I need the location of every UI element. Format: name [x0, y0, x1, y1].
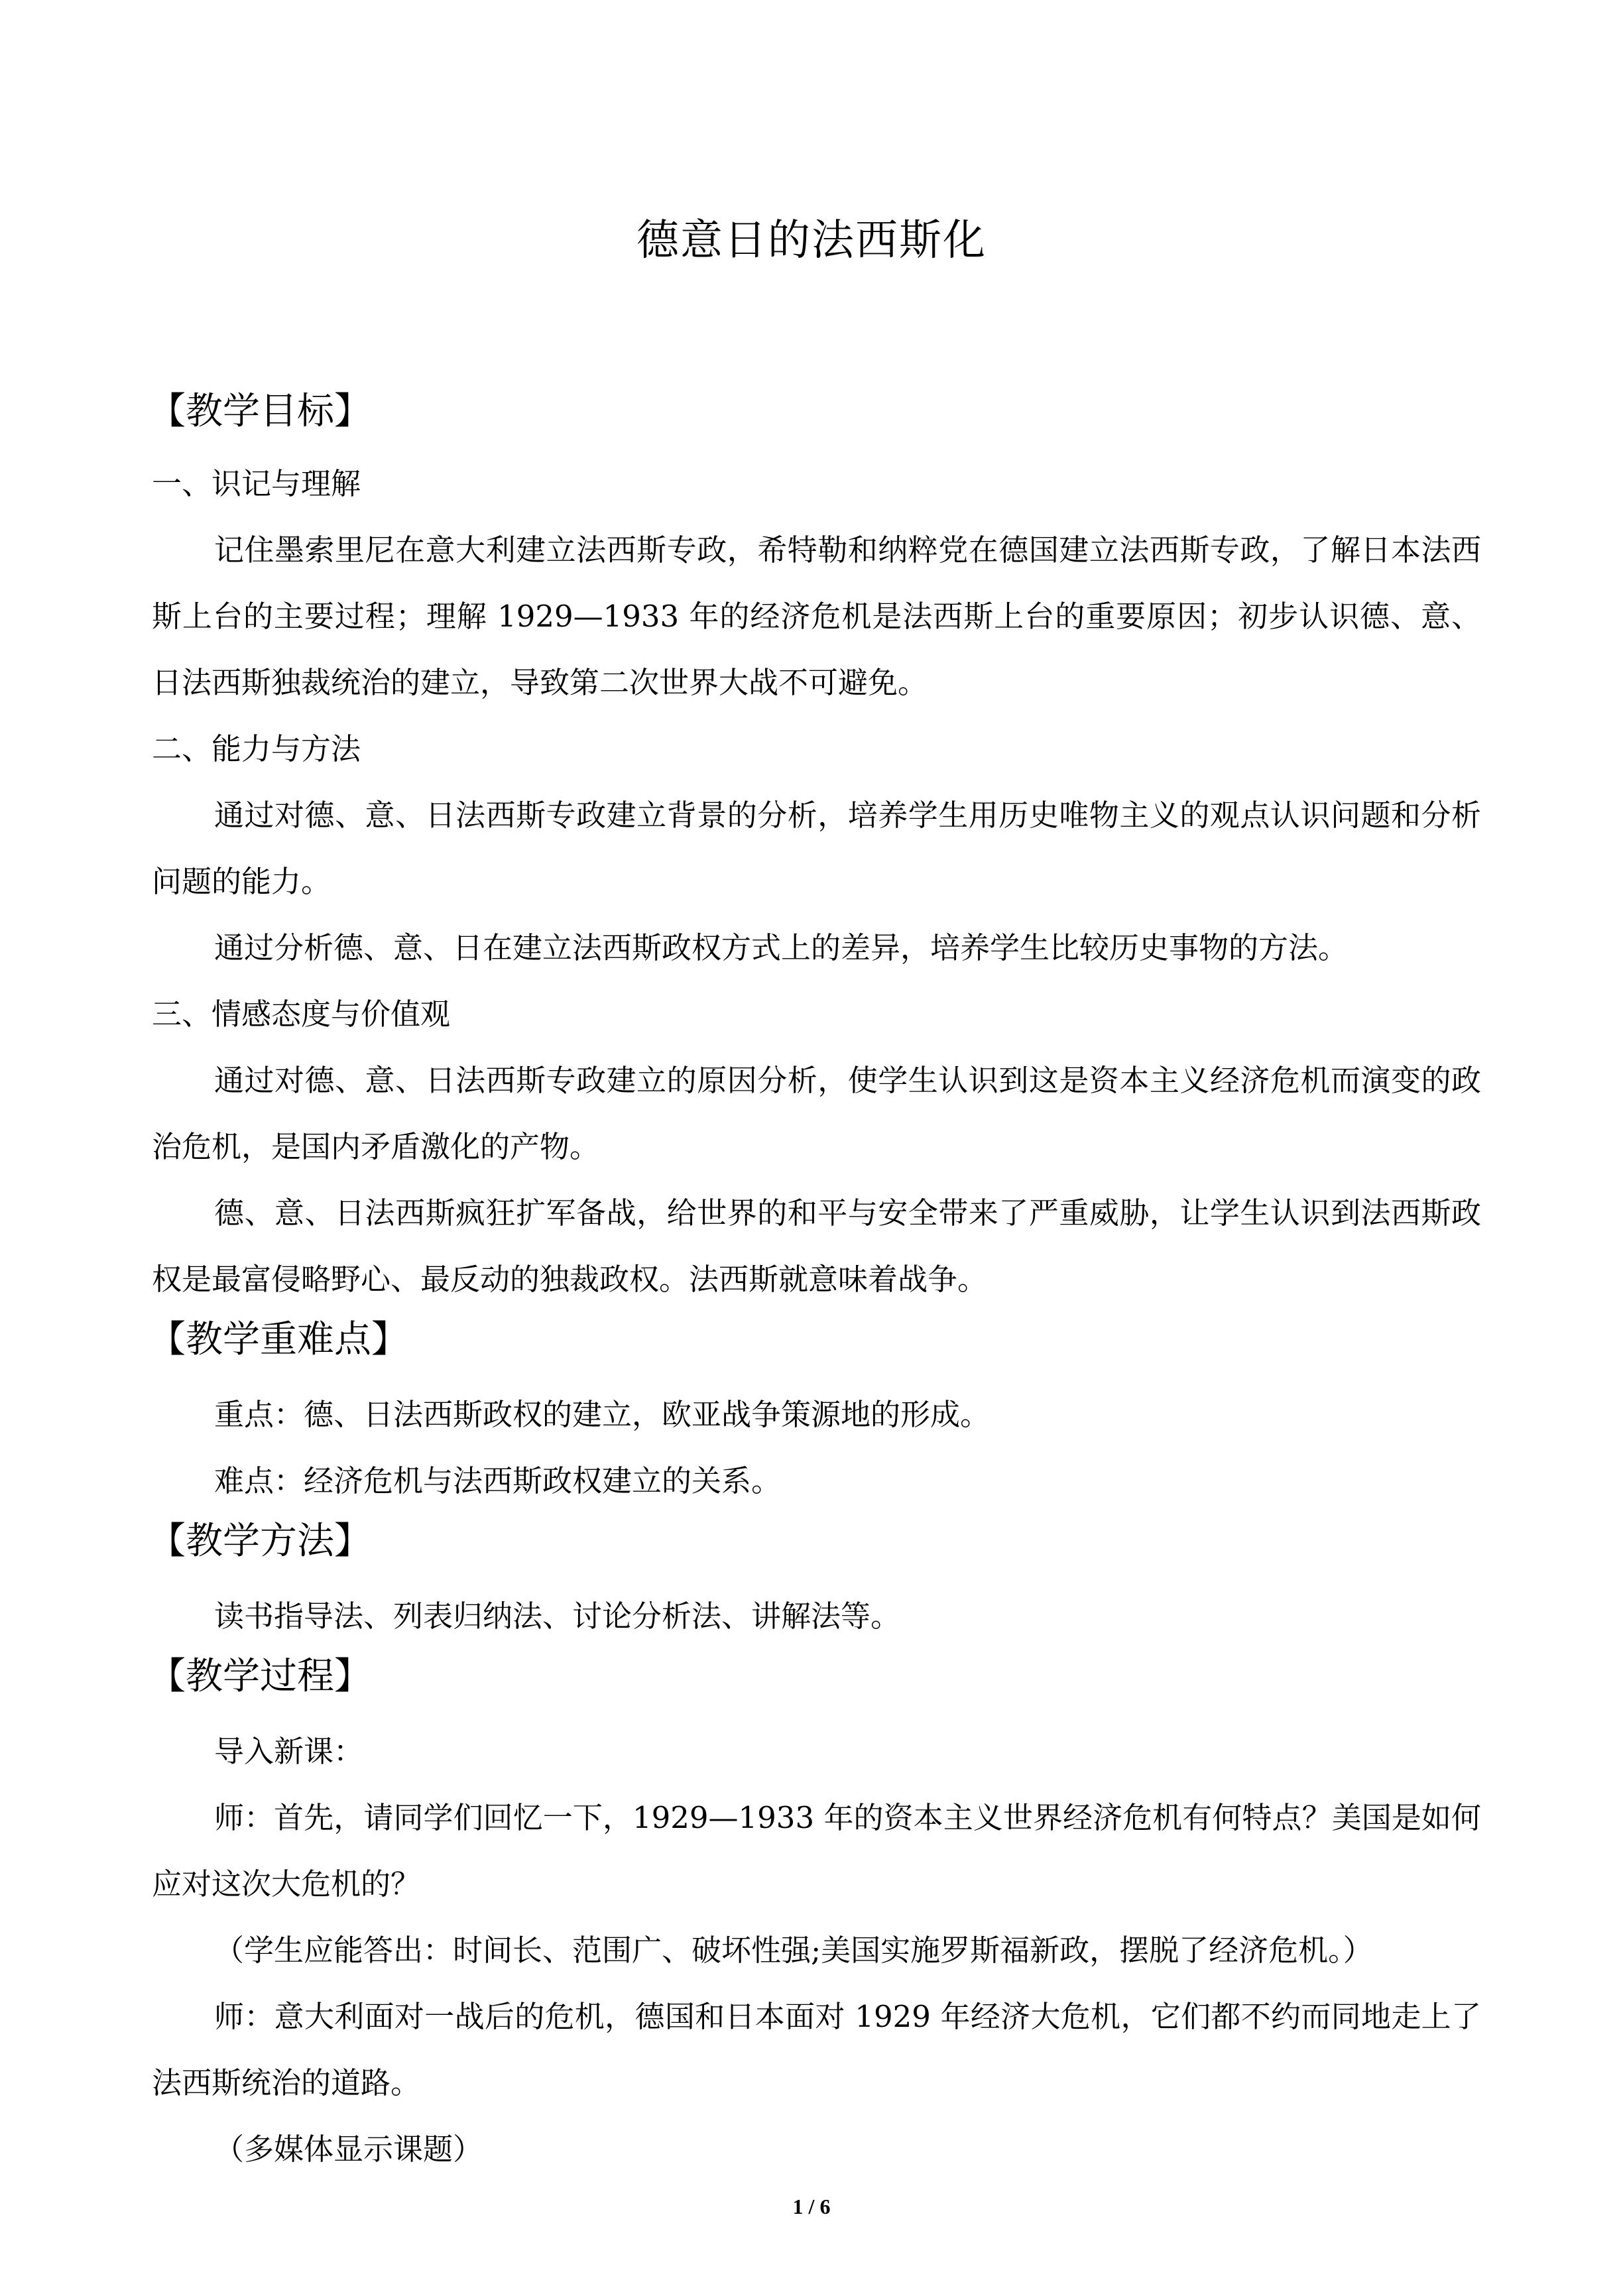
section-heading-objectives: 【教学目标】: [149, 390, 371, 433]
section-heading-process: 【教学过程】: [149, 1655, 371, 1698]
paragraph: 通过对德、意、日法西斯专政建立的原因分析，使学生认识到这是资本主义经济危机而演变的政治危机，是国内矛盾激化的产物。: [152, 1063, 1481, 1164]
paragraph: 记住墨索里尼在意大利建立法西斯专政，希特勒和纳粹党在德国建立法西斯专政，了解日本法西斯上台的主要过程；理解 1929—1933 年的经济危机是法西斯上台的重要原因；初步认识德、意、日法西斯独裁统治的建立，导致第二次世界大战不可避免。: [152, 532, 1481, 700]
document-title: 德意日的法西斯化: [636, 216, 987, 265]
paragraph: 难点：经济危机与法西斯政权建立的关系。: [214, 1463, 782, 1498]
subheading-knowledge: 一、识记与理解: [152, 466, 361, 501]
paragraph: 师：首先，请同学们回忆一下，1929—1933 年的资本主义世界经济危机有何特点？美国是如何应对这次大危机的？: [152, 1800, 1481, 1902]
page-number: 1 / 6: [792, 2195, 831, 2218]
section-heading-key-points: 【教学重难点】: [149, 1318, 408, 1361]
subheading-values: 三、情感态度与价值观: [152, 997, 451, 1032]
paragraph: 通过分析德、意、日在建立法西斯政权方式上的差异，培养学生比较历史事物的方法。: [214, 930, 1349, 965]
paragraph: 导入新课：: [214, 1734, 364, 1769]
subheading-ability: 二、能力与方法: [152, 731, 361, 766]
paragraph: 通过对德、意、日法西斯专政建立背景的分析，培养学生用历史唯物主义的观点认识问题和分析问题的能力。: [152, 798, 1481, 899]
paragraph: 重点：德、日法西斯政权的建立，欧亚战争策源地的形成。: [214, 1397, 991, 1432]
paragraph: 师：意大利面对一战后的危机，德国和日本面对 1929 年经济大危机，它们都不约而同地走上了法西斯统治的道路。: [152, 1999, 1481, 2100]
document-body: [149, 385, 1481, 2183]
paragraph: （学生应能答出：时间长、范围广、破坏性强;美国实施罗斯福新政，摆脱了经济危机。）: [214, 1933, 1373, 1968]
paragraph: （多媒体显示课题）: [214, 2132, 483, 2167]
paragraph: 读书指导法、列表归纳法、讨论分析法、讲解法等。: [214, 1599, 901, 1634]
paragraph: 德、意、日法西斯疯狂扩军备战，给世界的和平与安全带来了严重威胁，让学生认识到法西斯政权是最富侵略野心、最反动的独裁政权。法西斯就意味着战争。: [152, 1195, 1481, 1297]
section-heading-methods: 【教学方法】: [149, 1520, 371, 1563]
